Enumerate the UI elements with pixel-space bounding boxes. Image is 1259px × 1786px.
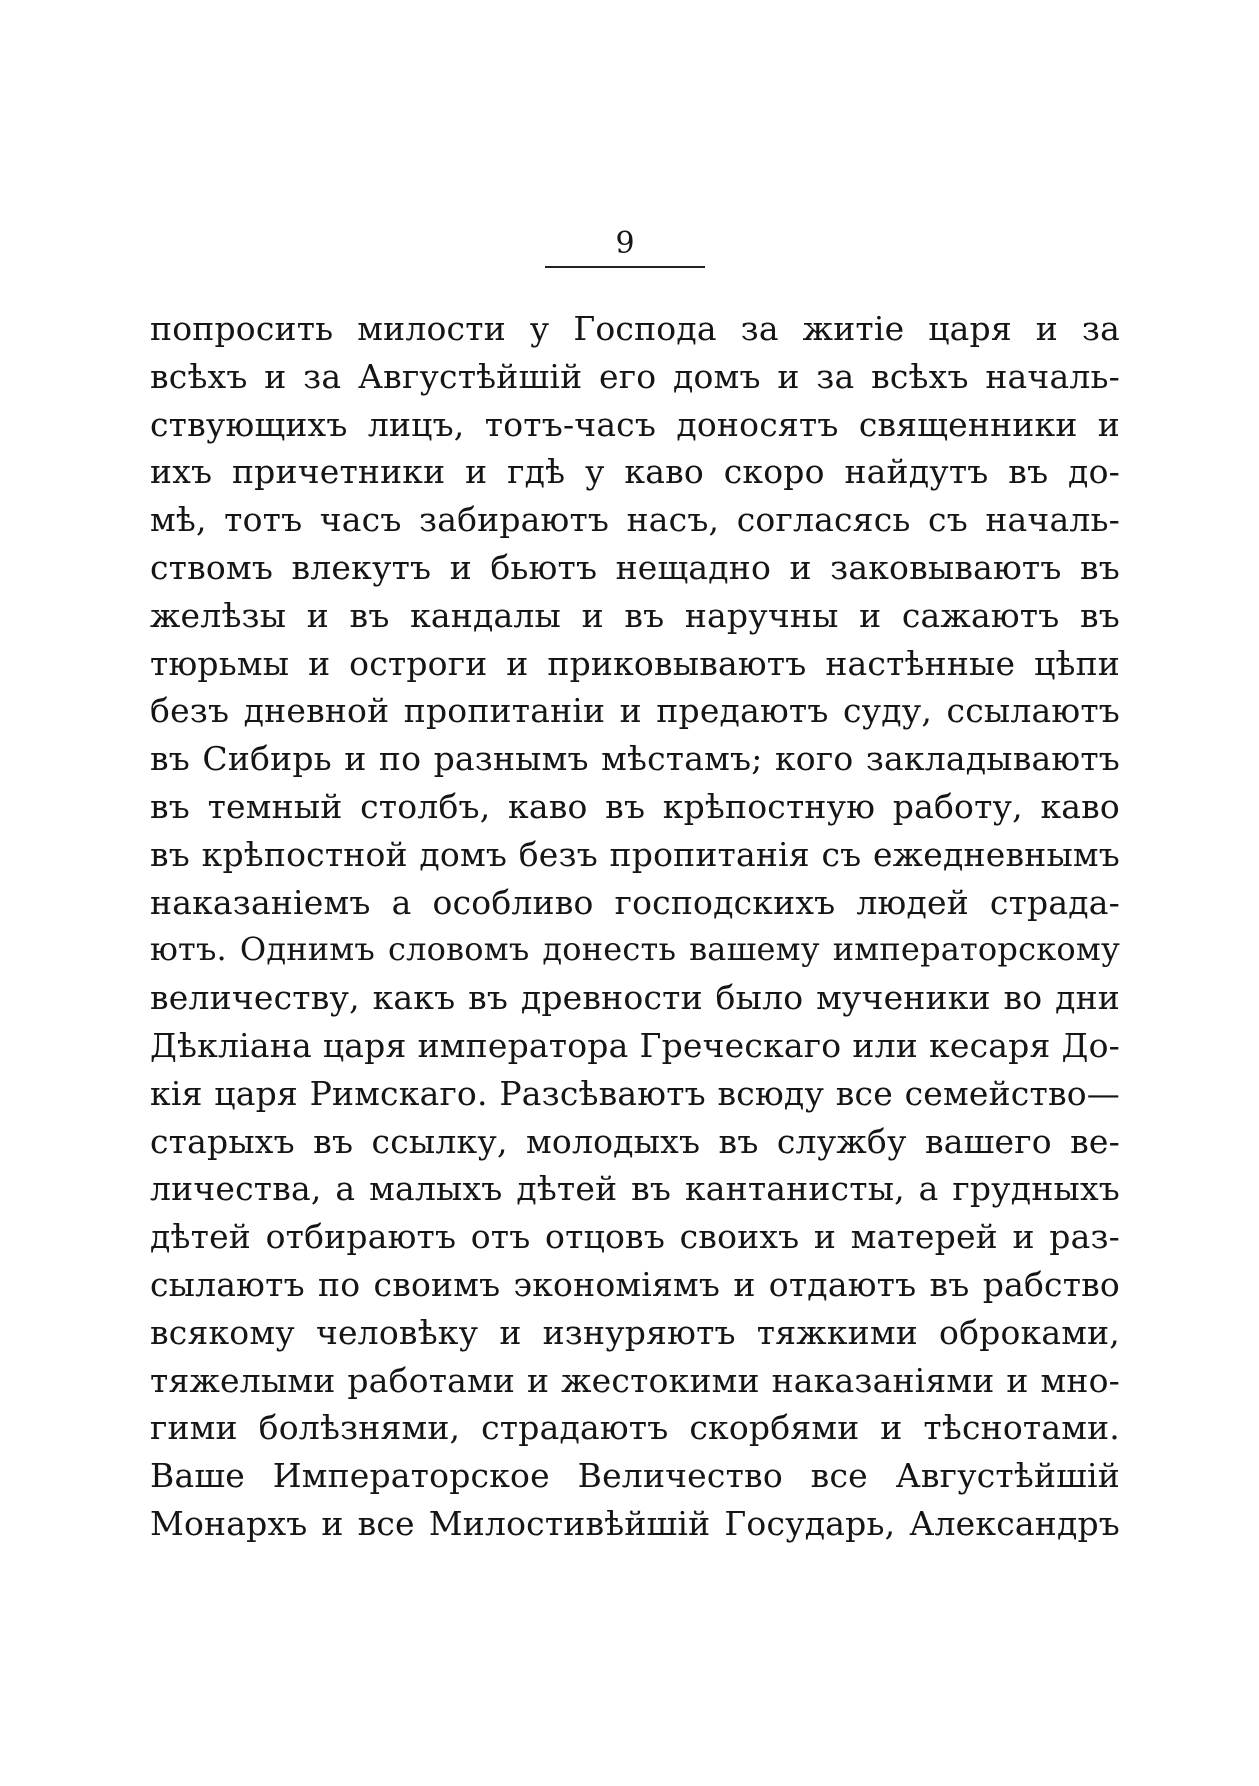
- text-line: личества, а малыхъ дѣтей въ кантанисты, а грудныхъ: [150, 1169, 1120, 1209]
- text-line: гими болѣзнями, страдаютъ скорбями и тѣснотами.: [150, 1408, 1120, 1448]
- body-text: [150, 305, 1120, 1548]
- text-line: Ваше Императорское Величество все Августѣйшій: [150, 1456, 1120, 1496]
- text-line: въ крѣпостной домъ безъ пропитанія съ ежедневнымъ: [150, 834, 1120, 874]
- text-line: тюрьмы и остроги и приковываютъ настѣнные цѣпи: [150, 643, 1120, 683]
- header-rule: [545, 266, 705, 268]
- text-line: ихъ причетники и гдѣ у каво скоро найдутъ въ до-: [150, 452, 1120, 492]
- text-line: попросить милости у Господа за житіе царя и за: [150, 309, 1120, 348]
- text-line: ютъ. Однимъ словомъ донесть вашему императорскому: [150, 930, 1120, 969]
- text-line: дѣтей отбираютъ отъ отцовъ своихъ и матерей и раз-: [150, 1217, 1120, 1257]
- text-line: наказаніемъ а особливо господскихъ людей страда-: [150, 882, 1120, 922]
- text-line: ствомъ влекутъ и бьютъ нещадно и заковываютъ въ: [150, 547, 1120, 587]
- text-line: всякому человѣку и изнуряютъ тяжкими оброками,: [150, 1312, 1120, 1352]
- text-line: безъ дневной пропитаніи и предаютъ суду, ссылаютъ: [150, 691, 1120, 731]
- text-line: въ Сибирь и по разнымъ мѣстамъ; кого закладываютъ: [150, 739, 1120, 779]
- text-line: всѣхъ и за Августѣйшій его домъ и за всѣхъ началь-: [150, 356, 1120, 396]
- text-line: мѣ, тотъ часъ забираютъ насъ, согласясь съ началь-: [150, 500, 1120, 540]
- text-line: старыхъ въ ссылку, молодыхъ въ службу вашего ве-: [150, 1121, 1120, 1161]
- text-line: кія царя Римскаго. Разсѣваютъ всюду все семейство—: [150, 1073, 1120, 1113]
- text-line: въ темный столбъ, каво въ крѣпостную работу, каво: [150, 786, 1120, 826]
- text-line: величеству, какъ въ древности было мученики во дни: [150, 978, 1120, 1018]
- text-line: сылаютъ по своимъ экономіямъ и отдаютъ въ рабство: [150, 1264, 1120, 1304]
- page-number: 9: [615, 226, 635, 261]
- text-line: тяжелыми работами и жестокими наказаніями и мно-: [150, 1360, 1120, 1400]
- text-line: Дѣкліана царя императора Греческаго или кесаря До-: [150, 1025, 1120, 1065]
- text-line: ствующихъ лицъ, тотъ-часъ доносятъ священники и: [150, 404, 1120, 444]
- text-line: желѣзы и въ кандалы и въ наручны и сажаютъ въ: [150, 595, 1120, 635]
- text-line: Монархъ и все Милостивѣйшій Государь, Александръ: [150, 1503, 1120, 1543]
